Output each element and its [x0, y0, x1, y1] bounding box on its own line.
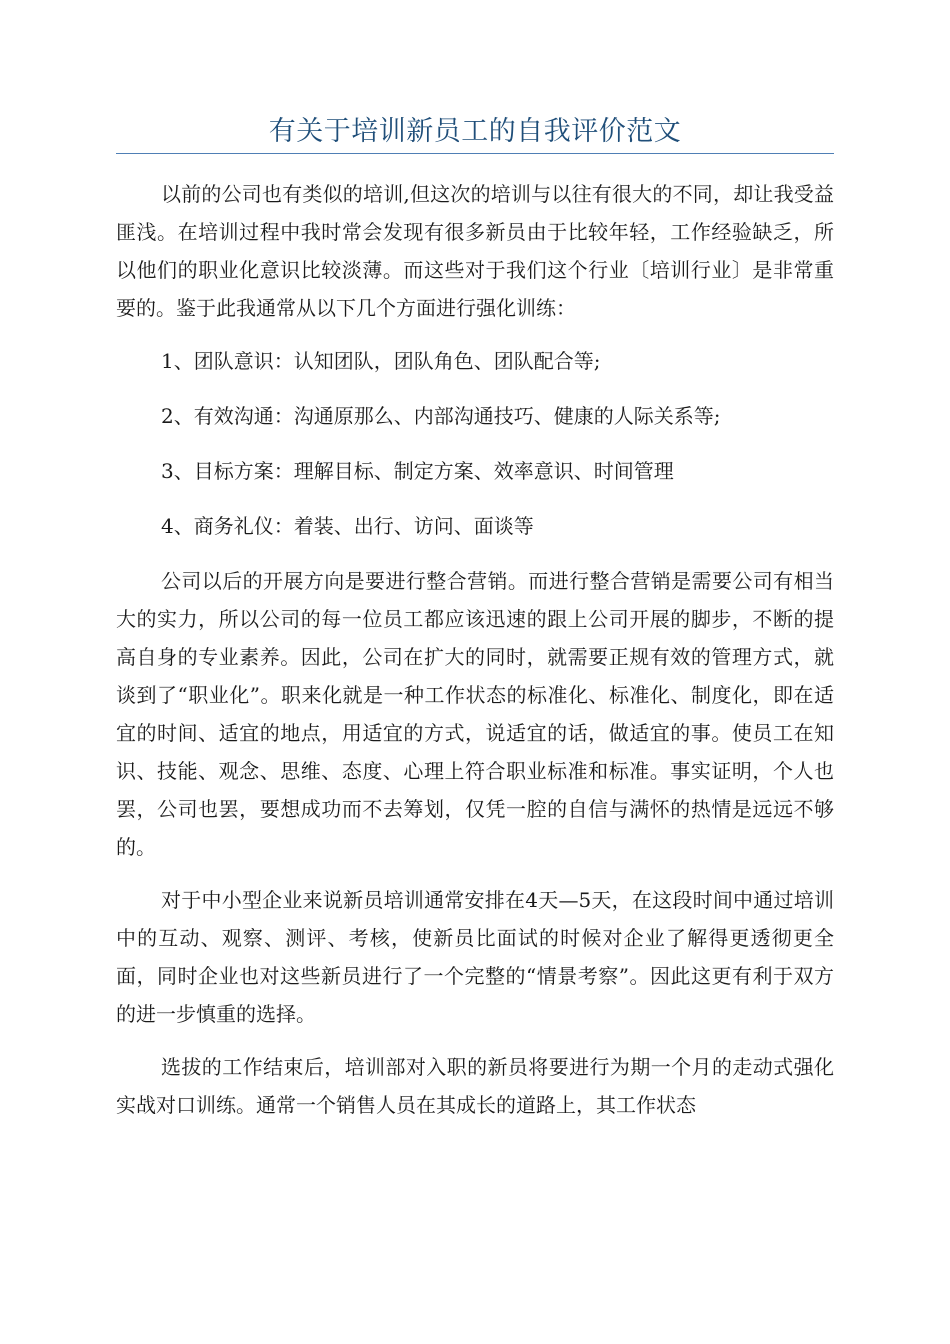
paragraph-post-selection: 选拔的工作结束后，培训部对入职的新员将要进行为期一个月的走动式强化实战对口训练。通常一个销售人员在其成长的道路上，其工作状态: [116, 1055, 834, 1117]
title-underline: [116, 153, 834, 154]
list-item: 1、团队意识：认知团队，团队角色、团队配合等;: [161, 349, 601, 373]
document-body: [116, 175, 834, 1139]
list-item: 2、有效沟通：沟通原那么、内部沟通技巧、健康的人际关系等;: [161, 404, 721, 428]
paragraph-training-period: 对于中小型企业来说新员培训通常安排在4天—5天，在这段时间中通过培训中的互动、观察、测评、考核，使新员比面试的时候对企业了解得更透彻更全面，同时企业也对这些新员进行了一个完整的“情景考察”。因此这更有利于双方的进一步慎重的选择。: [116, 888, 834, 1026]
document-title: 有关于培训新员工的自我评价范文: [268, 116, 682, 147]
list-item: 4、商务礼仪：着装、出行、访问、面谈等: [161, 514, 534, 538]
paragraph-intro: 以前的公司也有类似的培训,但这次的培训与以往有很大的不同，却让我受益匪浅。在培训过程中我时常会发现有很多新员由于比较年轻，工作经验缺乏，所以他们的职业化意识比较淡薄。而这些对于我们这个行业〔培训行业〕是非常重要的。鉴于此我通常从以下几个方面进行强化训练：: [116, 182, 834, 320]
paragraph-development: 公司以后的开展方向是要进行整合营销。而进行整合营销是需要公司有相当大的实力，所以公司的每一位员工都应该迅速的跟上公司开展的脚步，不断的提高自身的专业素养。因此，公司在扩大的同时，就需要正规有效的管理方式，就谈到了“职业化”。职来化就是一种工作状态的标准化、标准化、制度化，即在适宜的时间、适宜的地点，用适宜的方式，说适宜的话，做适宜的事。使员工在知识、技能、观念、思维、态度、心理上符合职业标准和标准。事实证明，个人也罢，公司也罢，要想成功而不去筹划，仅凭一腔的自信与满怀的热情是远远不够的。: [116, 569, 834, 859]
list-item: 3、目标方案：理解目标、制定方案、效率意识、时间管理: [161, 459, 674, 483]
